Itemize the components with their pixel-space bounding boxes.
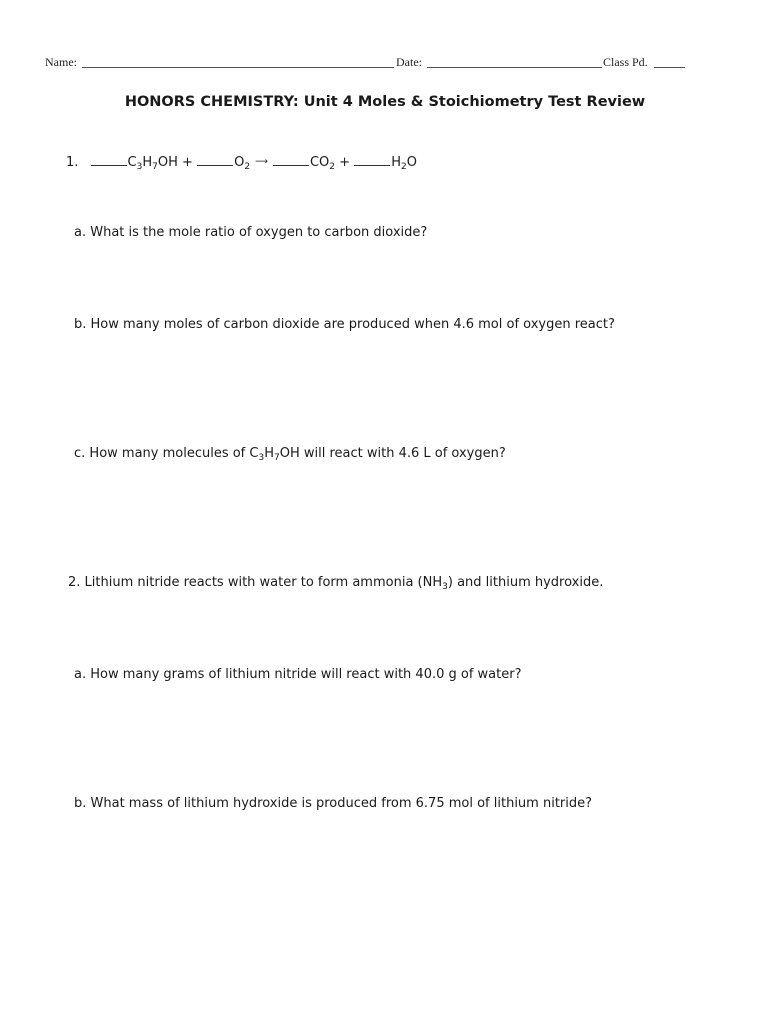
question-1b: b. How many moles of carbon dioxide are produced when 4.6 mol of oxygen react? bbox=[74, 317, 615, 332]
date-label: Date: bbox=[396, 55, 422, 69]
class-period-label: Class Pd. bbox=[603, 55, 648, 69]
class-period-blank[interactable] bbox=[654, 67, 685, 68]
name-blank[interactable] bbox=[82, 67, 394, 68]
question-2a: a. How many grams of lithium nitride will react with 40.0 g of water? bbox=[74, 667, 522, 682]
date-blank[interactable] bbox=[427, 67, 602, 68]
coefficient-blank-3[interactable] bbox=[273, 153, 309, 166]
name-label: Name: bbox=[45, 55, 77, 69]
page-title: HONORS CHEMISTRY: Unit 4 Moles & Stoichiometry Test Review bbox=[124, 94, 646, 110]
coefficient-blank-4[interactable] bbox=[354, 153, 390, 166]
question-1-equation: 1. $C_3H_7OH + O_2$ ⟶ $CO_2 + H_2O$ bbox=[66, 155, 417, 172]
coefficient-blank-2[interactable] bbox=[197, 153, 233, 166]
question-2b: b. What mass of lithium hydroxide is produced from 6.75 mol of lithium nitride? bbox=[74, 796, 593, 811]
question-1c: c. How many molecules of $C_3H_7OH$ will react with 4.6 L of oxygen? bbox=[74, 446, 506, 463]
reaction-arrow: ⟶ bbox=[255, 157, 268, 167]
question-1-number: 1. bbox=[66, 155, 79, 170]
question-2: 2. Lithium nitride reacts with water to form ammonia $(NH_3)$ and lithium hydroxide. bbox=[68, 575, 604, 592]
question-1a: a. What is the mole ratio of oxygen to carbon dioxide? bbox=[74, 225, 428, 240]
coefficient-blank-1[interactable] bbox=[91, 153, 127, 166]
